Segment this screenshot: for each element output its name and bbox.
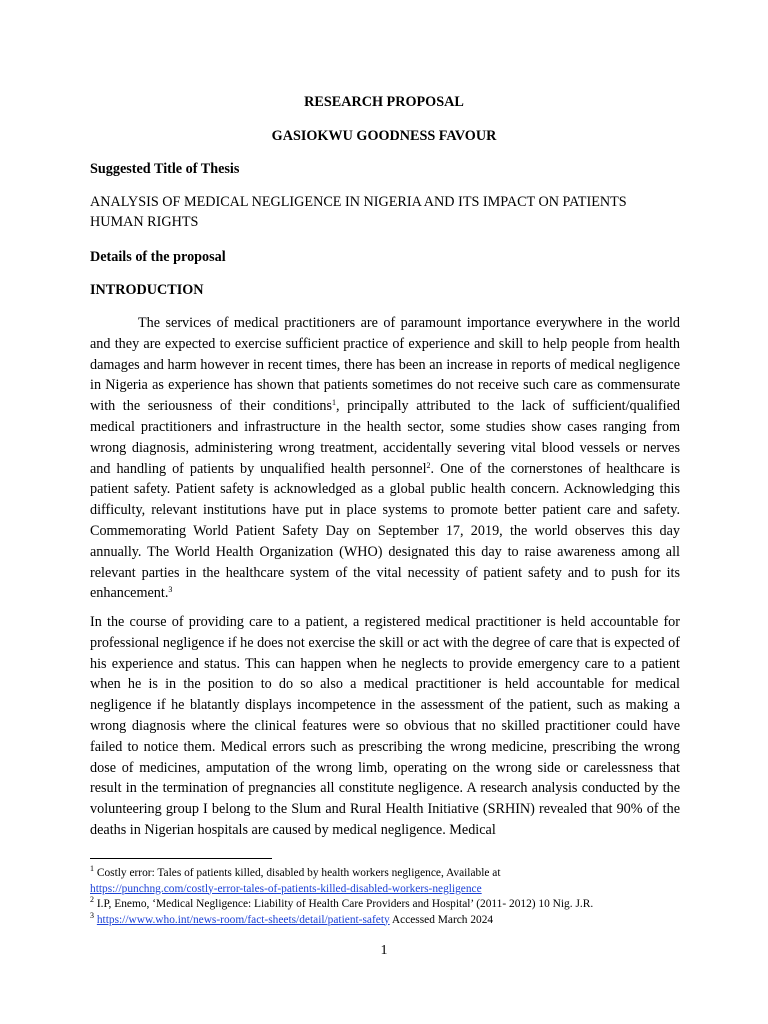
footnote-1-text: Costly error: Tales of patients killed, disabled by health workers negligence, Available at bbox=[94, 867, 501, 879]
introduction-paragraph-1 bbox=[90, 313, 680, 604]
author-name: GASIOKWU GOODNESS FAVOUR bbox=[271, 128, 497, 144]
footnote-1 bbox=[90, 866, 690, 882]
thesis-label: Suggested Title of Thesis bbox=[90, 161, 240, 177]
footnote-separator bbox=[90, 858, 272, 859]
footnote-2-text: I.P, Enemo, ‘Medical Negligence: Liability of Health Care Providers and Hospital’ (2011- 2012) 10 Nig. J.R. bbox=[94, 898, 594, 910]
thesis-title-line2: HUMAN RIGHTS bbox=[90, 214, 199, 230]
p2-text: In the course of providing care to a patient, a registered medical practitioner is held accountable for professional negligence if he does not exercise the skill or act with the degree of care that is expected of his experience and status. This can happen when he neglects to provide emergency care to a patient when he is in the position to do so also a medical practitioner is held accountable for medical negligence if he blatantly displays incompetence in the assessment of the patient, such as making a wrong diagnosis where the clinical features were so obvious that no skilled practitioner could have failed to notice them. Medical errors such as prescribing the wrong medicine, prescribing the wrong dose of medicines, amputation of the wrong limb, operating on the wrong side or carelessness that result in the termination of pregnancies all constitute negligence. A research analysis conducted by the volunteering group I belong to the Slum and Rural Health Initiative (SRHIN) revealed that 90% of the deaths in Nigerian hospitals are caused by medical negligence. Medical bbox=[90, 614, 680, 838]
p1-text-b: , principally attributed to the lack of sufficient/qualified medical practitioners and infrastructure in the health sector, some studies show cases ranging from wrong diagnosis, administering wrong treatment, accidentally severing vital blood vessels or nerves and handling of patients by unqualified health personnel bbox=[90, 398, 680, 477]
p1-text-a: The services of medical practitioners are of paramount importance everywhere in the world and they are expected to exercise sufficient practice of experience and skill to help people from health damages and harm however in recent times, there has been an increase in reports of medical negligence in Nigeria as experience has shown that patients sometimes do not receive such care as commensurate with the seriousness of their conditions bbox=[90, 315, 680, 415]
footnote-3-link[interactable]: https://www.who.int/news-room/fact-sheets/detail/patient-safety bbox=[96, 913, 390, 926]
footnote-1-number: 1 bbox=[90, 864, 94, 873]
details-label: Details of the proposal bbox=[90, 249, 226, 265]
footnote-3-suffix: Accessed March 2024 bbox=[389, 913, 494, 926]
p1-text-c: . One of the cornerstones of healthcare is patient safety. Patient safety is acknowledged as a global public health concern. Acknowledging this difficulty, relevant institutions have put in place systems to promote better patient care and safety. Commemorating World Patient Safety Day on September 17, 2019, the world observes this day annually. The World Health Organization (WHO) designated this day to raise awareness among all relevant parties in the healthcare system of the vital necessity of patient safety and to push for its enhancement. bbox=[90, 460, 680, 602]
footnote-1-link-line bbox=[90, 882, 690, 898]
footnote-ref-1[interactable]: 1 bbox=[332, 398, 337, 408]
doc-type-heading: RESEARCH PROPOSAL bbox=[304, 94, 464, 110]
footnotes bbox=[90, 866, 690, 928]
footnote-ref-3[interactable]: 3 bbox=[168, 585, 173, 595]
thesis-title-line1: ANALYSIS OF MEDICAL NEGLIGENCE IN NIGERIA AND ITS IMPACT ON PATIENTS bbox=[90, 194, 627, 210]
footnote-3 bbox=[90, 910, 690, 929]
footnote-3-number: 3 bbox=[90, 910, 94, 920]
introduction-heading: INTRODUCTION bbox=[90, 282, 204, 298]
introduction-paragraph-2 bbox=[90, 612, 680, 841]
footnote-2 bbox=[90, 897, 690, 913]
footnote-ref-2[interactable]: 2 bbox=[426, 460, 431, 470]
footnote-2-number: 2 bbox=[90, 895, 94, 904]
footnote-1-link[interactable]: https://punchng.com/costly-error-tales-of-patients-killed-disabled-workers-negligence bbox=[90, 882, 482, 895]
page-number: 1 bbox=[380, 943, 388, 958]
